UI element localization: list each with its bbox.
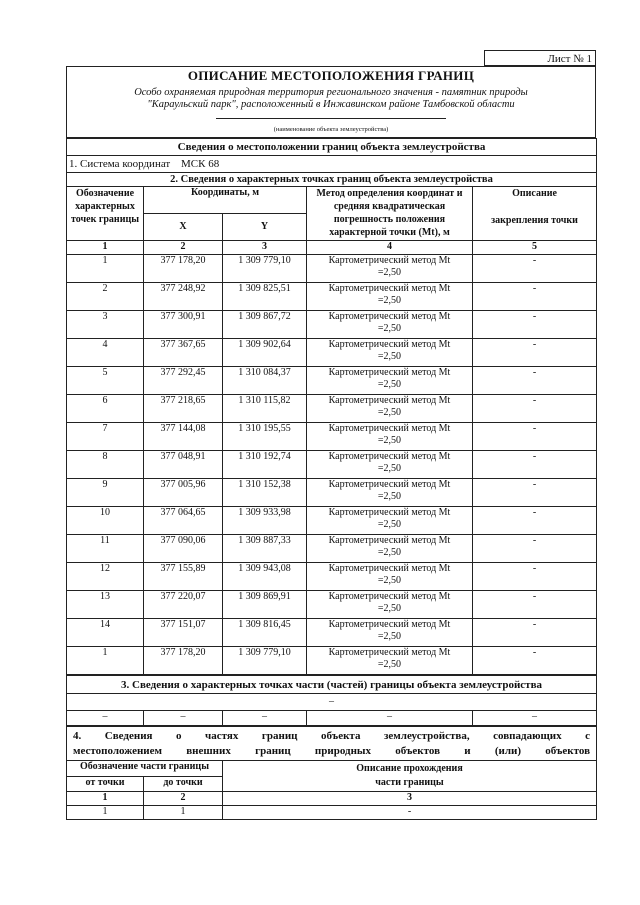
method-text: Картометрический метод Mt <box>328 563 451 574</box>
point-number: 11 <box>67 535 144 563</box>
point-description: - <box>473 423 597 451</box>
method-text: Картометрический метод Mt <box>328 535 451 546</box>
method-cell <box>307 451 473 479</box>
coord-x: 377 218,65 <box>144 395 223 423</box>
method-text: Картометрический метод Mt <box>328 591 451 602</box>
method-accuracy: =2,50 <box>377 407 402 418</box>
to-point: 1 <box>144 806 223 820</box>
table-row <box>67 619 597 647</box>
method-text: Картометрический метод Mt <box>328 619 451 630</box>
method-cell <box>307 563 473 591</box>
table-row <box>67 367 597 395</box>
coord-x: 377 178,20 <box>144 255 223 283</box>
coord-y: 1 310 115,82 <box>223 395 307 423</box>
s4-column-number-row <box>67 792 597 806</box>
column-number: 1 <box>67 792 144 806</box>
coord-x: 377 220,07 <box>144 591 223 619</box>
table-row <box>67 806 597 820</box>
col-point-header: Обозначение характерных точек границы <box>67 187 144 241</box>
table-row <box>67 423 597 451</box>
coord-x: 377 248,92 <box>144 283 223 311</box>
point-description: - <box>473 507 597 535</box>
point-description: - <box>473 535 597 563</box>
object-name-note: (наименование объекта землеустройства) <box>273 126 389 133</box>
coord-x: 377 064,65 <box>144 507 223 535</box>
coord-x: 377 005,96 <box>144 479 223 507</box>
point-number: 5 <box>67 367 144 395</box>
coord-y: 1 309 933,98 <box>223 507 307 535</box>
method-text: Картометрический метод Mt <box>328 339 451 350</box>
column-number: 3 <box>223 792 597 806</box>
point-number: 8 <box>67 451 144 479</box>
method-cell <box>307 535 473 563</box>
s4-col-from-header: от точки <box>67 777 144 792</box>
point-description: - <box>473 311 597 339</box>
table-row <box>67 507 597 535</box>
column-number-row <box>67 241 597 255</box>
coord-x: 377 300,91 <box>144 311 223 339</box>
method-accuracy: =2,50 <box>377 267 402 278</box>
column-number: 1 <box>67 241 144 255</box>
point-number: 6 <box>67 395 144 423</box>
table-row <box>67 479 597 507</box>
coord-y: 1 310 152,38 <box>223 479 307 507</box>
point-number: 1 <box>67 255 144 283</box>
method-cell <box>307 619 473 647</box>
table-row <box>67 255 597 283</box>
method-text: Картометрический метод Mt <box>328 395 451 406</box>
document-frame <box>66 66 596 820</box>
section3-dash-cells <box>67 711 597 726</box>
coord-system-value: МСК 68 <box>180 158 220 170</box>
point-number: 14 <box>67 619 144 647</box>
method-accuracy: =2,50 <box>377 491 402 502</box>
dash-cell: – <box>473 711 597 726</box>
point-number: 13 <box>67 591 144 619</box>
method-text: Картометрический метод Mt <box>328 423 451 434</box>
coord-y: 1 309 887,33 <box>223 535 307 563</box>
coord-y: 1 309 867,72 <box>223 311 307 339</box>
col-x-header: X <box>144 214 223 241</box>
point-number: 1 <box>67 647 144 675</box>
s4-col-points-header: Обозначение части границы <box>67 761 223 777</box>
point-number: 4 <box>67 339 144 367</box>
method-text: Картометрический метод Mt <box>328 367 451 378</box>
method-accuracy: =2,50 <box>377 659 402 670</box>
dash-cell: – <box>223 711 307 726</box>
s4-col-desc-line1: Описание прохождения <box>356 763 463 774</box>
col-y-header: Y <box>223 214 307 241</box>
section4-title-line2: местоположением внешних границ природных объектов и (или) объектов <box>67 744 597 761</box>
method-cell <box>307 647 473 675</box>
point-description: - <box>473 647 597 675</box>
table-row <box>67 647 597 675</box>
method-accuracy: =2,50 <box>377 519 402 530</box>
method-cell <box>307 283 473 311</box>
method-text: Картометрический метод Mt <box>328 255 451 266</box>
coord-x: 377 144,08 <box>144 423 223 451</box>
col-desc-line1: Описание <box>512 188 557 199</box>
coord-x: 377 090,06 <box>144 535 223 563</box>
method-text: Картометрический метод Mt <box>328 311 451 322</box>
point-number: 9 <box>67 479 144 507</box>
method-text: Картометрический метод Mt <box>328 479 451 490</box>
point-description: - <box>473 283 597 311</box>
method-accuracy: =2,50 <box>377 631 402 642</box>
section4-table <box>66 726 597 820</box>
table-row <box>67 563 597 591</box>
coord-y: 1 309 779,10 <box>223 255 307 283</box>
point-number: 12 <box>67 563 144 591</box>
method-accuracy: =2,50 <box>377 379 402 390</box>
col-desc-header <box>473 187 597 241</box>
coord-y: 1 310 192,74 <box>223 451 307 479</box>
coord-y: 1 310 195,55 <box>223 423 307 451</box>
method-text: Картометрический метод Mt <box>328 451 451 462</box>
section2-title: 2. Сведения о характерных точках границ объекта землеустройства <box>67 173 597 187</box>
table-row <box>67 339 597 367</box>
coord-x: 377 151,07 <box>144 619 223 647</box>
dash-cell: – <box>144 711 223 726</box>
coord-x: 377 178,20 <box>144 647 223 675</box>
point-number: 7 <box>67 423 144 451</box>
coord-y: 1 310 084,37 <box>223 367 307 395</box>
point-description: - <box>473 367 597 395</box>
method-accuracy: =2,50 <box>377 295 402 306</box>
coord-y: 1 309 825,51 <box>223 283 307 311</box>
column-number: 3 <box>223 241 307 255</box>
col-desc-line2: закрепления точки <box>491 215 578 226</box>
coord-y: 1 309 779,10 <box>223 647 307 675</box>
method-accuracy: =2,50 <box>377 603 402 614</box>
method-accuracy: =2,50 <box>377 463 402 474</box>
coord-x: 377 292,45 <box>144 367 223 395</box>
table-row <box>67 535 597 563</box>
coord-y: 1 309 902,64 <box>223 339 307 367</box>
coord-y: 1 309 943,08 <box>223 563 307 591</box>
coord-y: 1 309 816,45 <box>223 619 307 647</box>
method-accuracy: =2,50 <box>377 323 402 334</box>
point-number: 10 <box>67 507 144 535</box>
section-location-title: Сведения о местоположении границ объекта землеустройства <box>67 139 597 156</box>
coord-x: 377 155,89 <box>144 563 223 591</box>
point-description: - <box>473 619 597 647</box>
coord-system-label: 1. Система координат <box>69 158 171 170</box>
table-row <box>67 311 597 339</box>
s4-col-to-header: до точки <box>144 777 223 792</box>
coord-x: 377 367,65 <box>144 339 223 367</box>
method-cell <box>307 339 473 367</box>
s4-col-desc-header <box>223 761 597 792</box>
method-cell <box>307 591 473 619</box>
section3-table <box>66 675 597 726</box>
point-description: - <box>473 591 597 619</box>
from-point: 1 <box>67 806 144 820</box>
method-cell <box>307 255 473 283</box>
coord-x: 377 048,91 <box>144 451 223 479</box>
sheet-number: Лист № 1 <box>484 50 596 66</box>
method-cell <box>307 311 473 339</box>
method-accuracy: =2,50 <box>377 351 402 362</box>
method-cell <box>307 507 473 535</box>
method-cell <box>307 423 473 451</box>
point-description: - <box>473 451 597 479</box>
document-subtitle-line1: Особо охраняемая природная территория регионального значения - памятник природы <box>134 87 528 98</box>
coord-y: 1 309 869,91 <box>223 591 307 619</box>
column-number: 2 <box>144 241 223 255</box>
section3-title: 3. Сведения о характерных точках части (частей) границы объекта землеустройства <box>67 676 597 694</box>
point-description: - <box>473 479 597 507</box>
method-text: Картометрический метод Mt <box>328 507 451 518</box>
col-coords-header: Координаты, м <box>144 187 307 214</box>
column-number: 4 <box>307 241 473 255</box>
section4-title-line1: 4. Сведения о частях границ объекта землеустройства, совпадающих с <box>67 727 597 745</box>
column-number: 5 <box>473 241 597 255</box>
table-row <box>67 591 597 619</box>
point-description: - <box>473 563 597 591</box>
method-cell <box>307 479 473 507</box>
method-accuracy: =2,50 <box>377 435 402 446</box>
col-method-header: Метод определения координат и средняя квадратическая погрешность положения характерной точки (Mt), м <box>307 187 473 241</box>
document-title: ОПИСАНИЕ МЕСТОПОЛОЖЕНИЯ ГРАНИЦ <box>187 68 475 83</box>
method-accuracy: =2,50 <box>377 575 402 586</box>
table-row <box>67 283 597 311</box>
method-text: Картометрический метод Mt <box>328 647 451 658</box>
point-number: 3 <box>67 311 144 339</box>
dash-cell: – <box>307 711 473 726</box>
dash-cell: – <box>67 711 144 726</box>
coord-system-row <box>67 156 597 173</box>
section3-dash-row: – <box>67 694 597 711</box>
method-text: Картометрический метод Mt <box>328 283 451 294</box>
header-table <box>66 66 596 138</box>
method-cell <box>307 395 473 423</box>
column-number: 2 <box>144 792 223 806</box>
table-row <box>67 451 597 479</box>
segment-description: - <box>223 806 597 820</box>
point-description: - <box>473 255 597 283</box>
method-cell <box>307 367 473 395</box>
s4-col-desc-line2: части границы <box>375 777 444 788</box>
point-description: - <box>473 339 597 367</box>
table-row <box>67 395 597 423</box>
document-subtitle-line2: "Караульский парк", расположенный в Инжавинском районе Тамбовской области <box>147 99 515 110</box>
location-table <box>66 138 597 675</box>
method-accuracy: =2,50 <box>377 547 402 558</box>
point-description: - <box>473 395 597 423</box>
point-number: 2 <box>67 283 144 311</box>
